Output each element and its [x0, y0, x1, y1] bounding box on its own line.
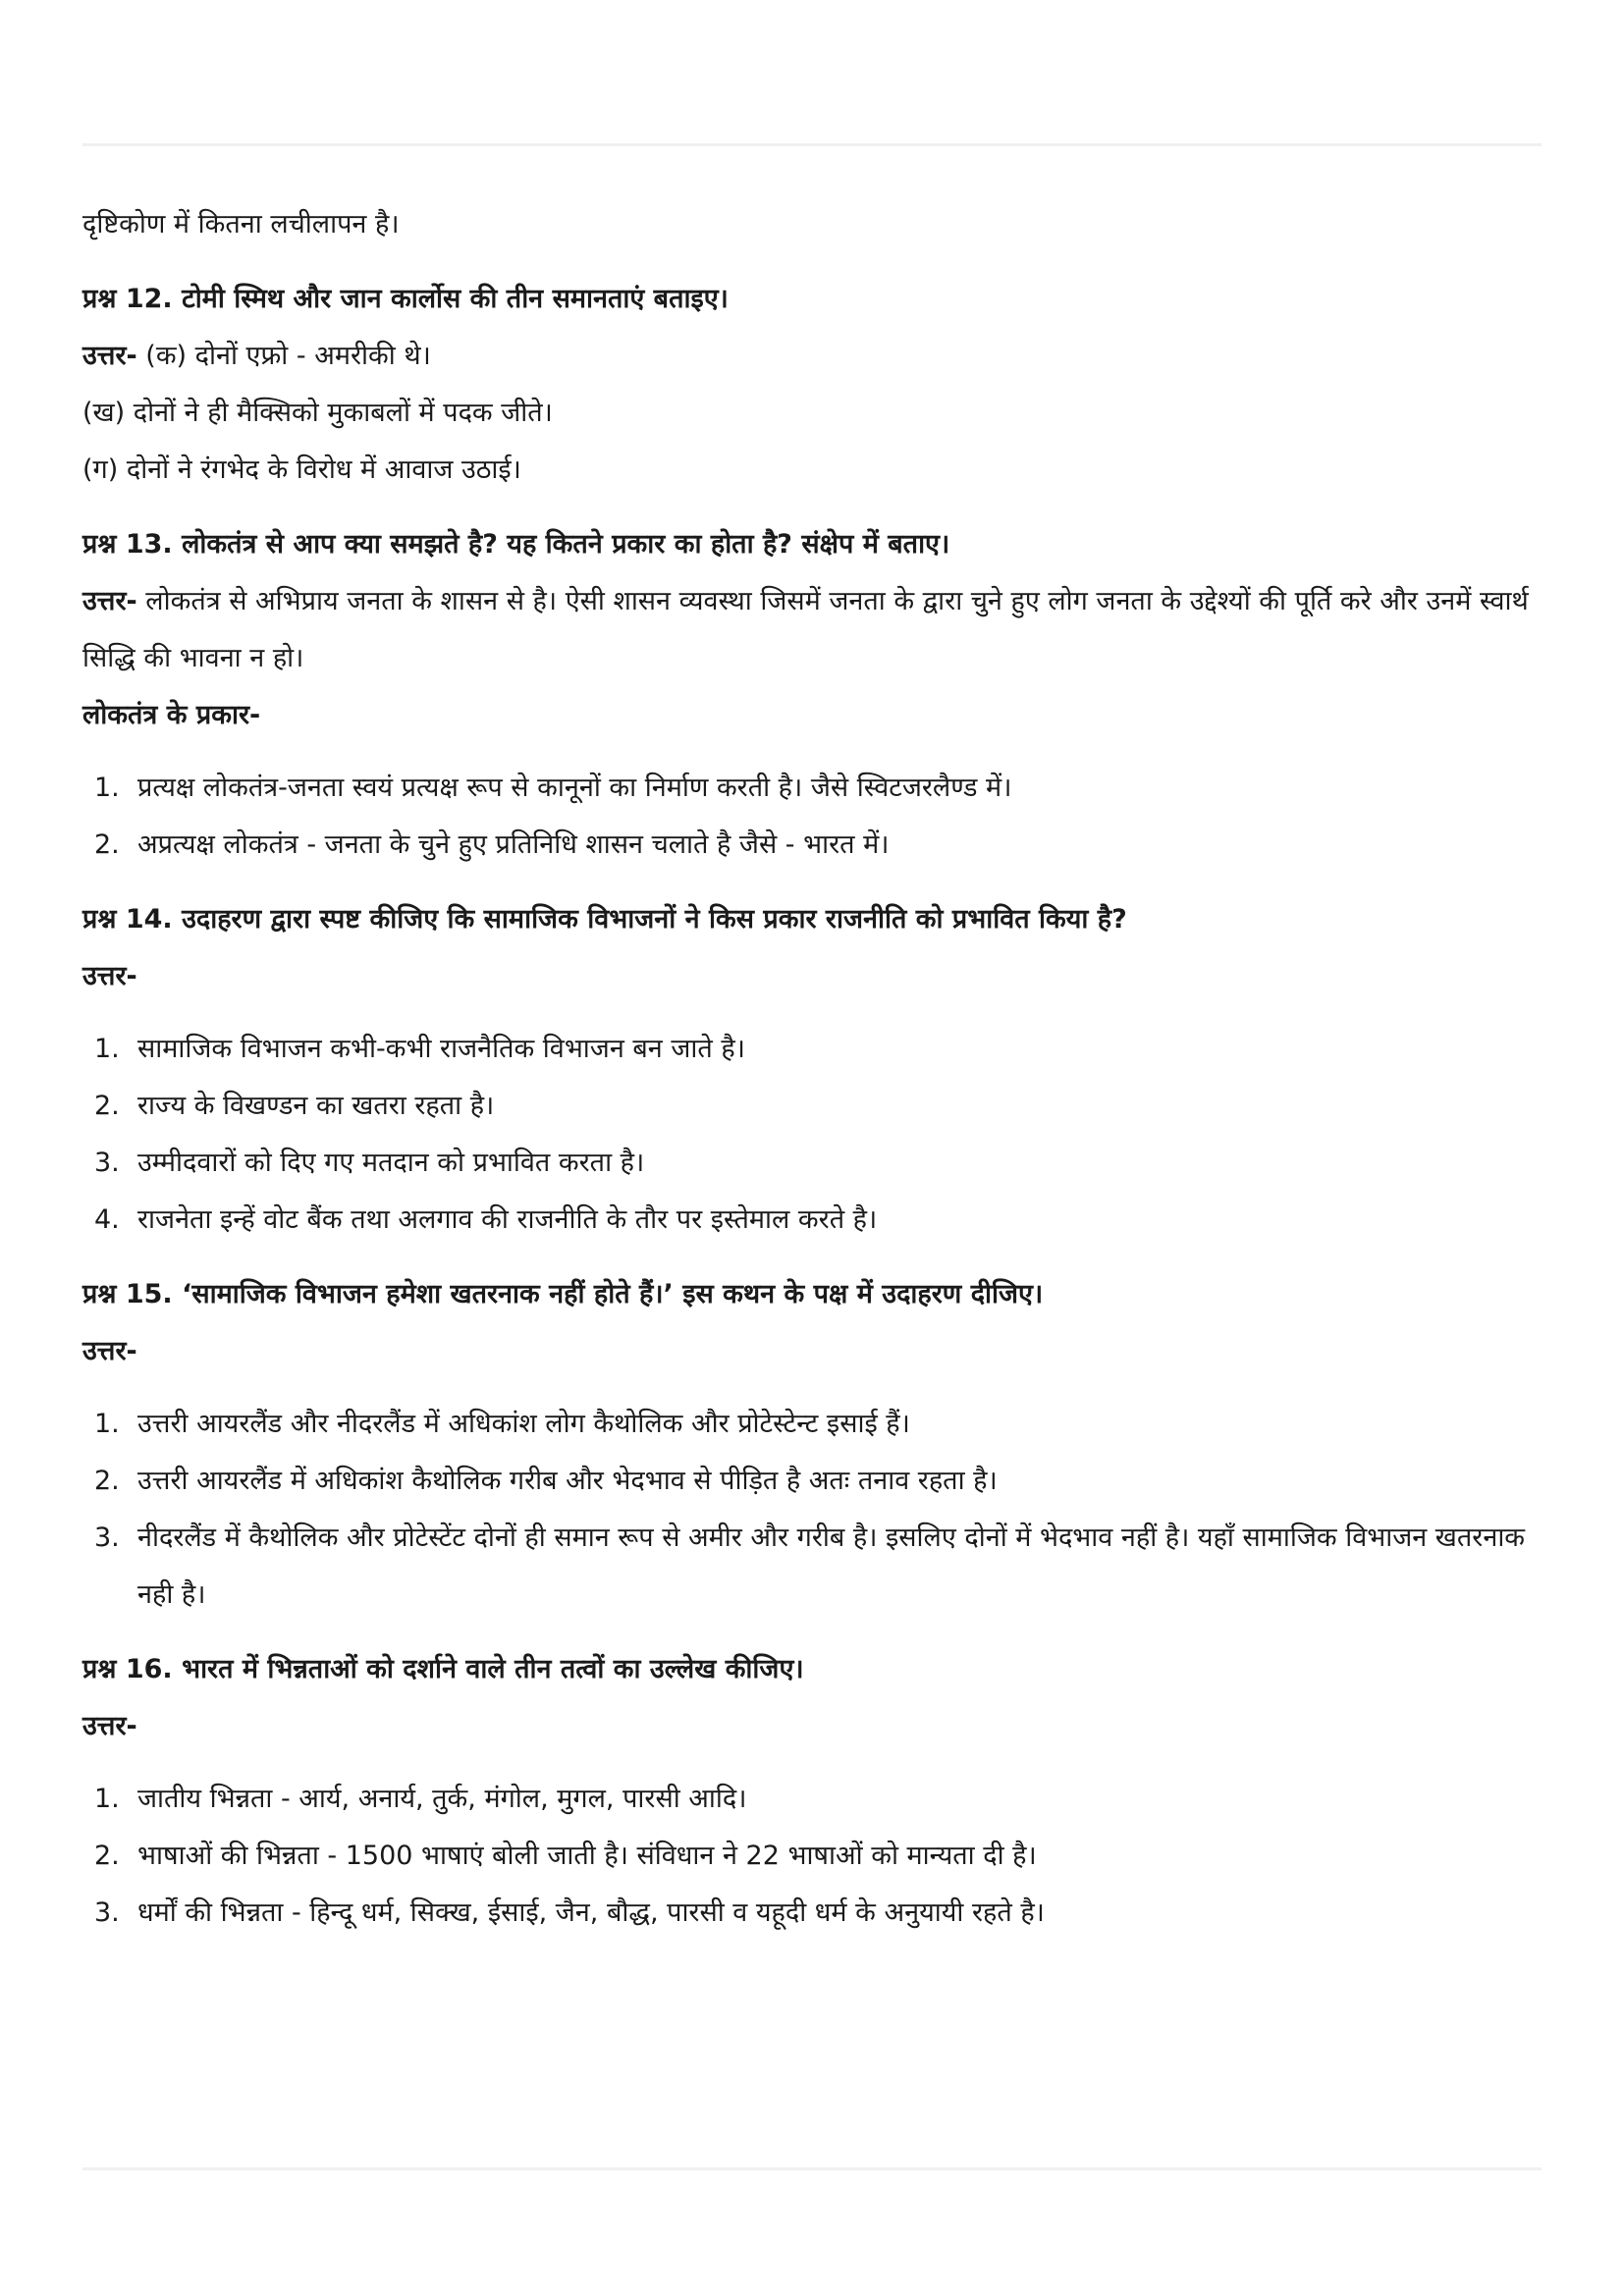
- list-number: 1.: [94, 1034, 120, 1064]
- bottom-divider: [82, 2167, 1542, 2170]
- list-number: 2.: [94, 1091, 120, 1121]
- question-13: प्रश्न 13. लोकतंत्र से आप क्या समझते है? यह कितने प्रकार का होता है? संक्षेप में बताए।: [82, 529, 950, 560]
- list-item: 1. जातीय भिन्नता - आर्य, अनार्य, तुर्क, मंगोल, मुगल, पारसी आदि।: [82, 1771, 1542, 1828]
- list-item: 1. प्रत्यक्ष लोकतंत्र-जनता स्वयं प्रत्यक्ष रूप से कानूनों का निर्माण करती है। जैसे स्विटजरलैण्ड में।: [82, 760, 1542, 817]
- question-16: प्रश्न 16. भारत में भिन्नताओं को दर्शाने वाले तीन तत्वों का उल्लेख कीजिए।: [82, 1654, 804, 1684]
- answer-label: उत्तर-: [82, 586, 137, 616]
- intro-line: दृष्टिकोण में कितना लचीलापन है।: [82, 209, 400, 240]
- answer-16-list: [82, 1771, 1542, 1942]
- answer-label: उत्तर-: [82, 341, 137, 371]
- answer-12-line-2: (ख) दोनों ने ही मैक्सिको मुकाबलों में पदक जीते।: [82, 398, 553, 428]
- list-item: 2. राज्य के विखण्डन का खतरा रहता है।: [82, 1078, 1542, 1135]
- answer-15-list: [82, 1396, 1542, 1624]
- question-15: प्रश्न 15. ‘सामाजिक विभाजन हमेशा खतरनाक नहीं होते हैं।’ इस कथन के पक्ष में उदाहरण दीजिए।: [82, 1279, 1044, 1309]
- list-item: 3. नीदरलैंड में कैथोलिक और प्रोटेस्टेंट दोनों ही समान रूप से अमीर और गरीब है। इसलिए दोनों में भेदभाव नहीं है। यहाँ सामाजिक विभाजन खतरनाक नही है।: [82, 1510, 1542, 1624]
- list-item: 2. भाषाओं की भिन्नता - 1500 भाषाएं बोली जाती है। संविधान ने 22 भाषाओं को मान्यता दी है।: [82, 1828, 1542, 1885]
- answer-12-line-3: (ग) दोनों ने रंगभेद के विरोध में आवाज उठाई।: [82, 454, 521, 485]
- list-item: 1. सामाजिक विभाजन कभी-कभी राजनैतिक विभाजन बन जाते है।: [82, 1021, 1542, 1078]
- list-number: 3.: [94, 1897, 120, 1928]
- list-number: 3.: [94, 1148, 120, 1178]
- list-item: 1. उत्तरी आयरलैंड और नीदरलैंड में अधिकांश लोग कैथोलिक और प्रोटेस्टेन्ट इसाई हैं।: [82, 1396, 1542, 1453]
- list-number: 2.: [94, 1841, 120, 1871]
- answer-12-first: (क) दोनों एफ्रो - अमरीकी थे।: [136, 341, 431, 371]
- democracy-types-heading: लोकतंत्र के प्रकार-: [82, 700, 261, 730]
- top-divider: [82, 143, 1542, 146]
- answer-14-list: [82, 1021, 1542, 1249]
- question-12: प्रश्न 12. टोमी स्मिथ और जान कार्लोस की तीन समानताएं बताइए।: [82, 284, 729, 314]
- question-14: प्रश्न 14. उदाहरण द्वारा स्पष्ट कीजिए कि सामाजिक विभाजनों ने किस प्रकार राजनीति को प्रभावित किया है?: [82, 904, 1127, 934]
- list-number: 1.: [94, 773, 120, 803]
- answer-12: [82, 328, 1542, 385]
- answer-label: उत्तर-: [82, 1711, 137, 1741]
- page-content: [82, 196, 1542, 1942]
- answer-13: [82, 573, 1542, 687]
- list-number: 4.: [94, 1204, 120, 1235]
- list-number: 1.: [94, 1409, 120, 1439]
- democracy-types-list: [82, 760, 1542, 874]
- answer-13-text: लोकतंत्र से अभिप्राय जनता के शासन से है। ऐसी शासन व्यवस्था जिसमें जनता के द्वारा चुने हुए लोग जनता के उद्देश्यों की पूर्ति करे और उनमें स्वार्थ सिद्धि की भावना न हो।: [82, 586, 1529, 673]
- answer-label: उत्तर-: [82, 961, 137, 991]
- list-item: 3. उम्मीदवारों को दिए गए मतदान को प्रभावित करता है।: [82, 1135, 1542, 1192]
- list-number: 1.: [94, 1784, 120, 1814]
- list-item: 4. राजनेता इन्हें वोट बैंक तथा अलगाव की राजनीति के तौर पर इस्तेमाल करते है।: [82, 1192, 1542, 1249]
- list-item: 2. उत्तरी आयरलैंड में अधिकांश कैथोलिक गरीब और भेदभाव से पीड़ित है अतः तनाव रहता है।: [82, 1453, 1542, 1510]
- list-number: 3.: [94, 1522, 120, 1553]
- answer-label: उत्तर-: [82, 1336, 137, 1366]
- list-number: 2.: [94, 1466, 120, 1496]
- list-number: 2.: [94, 829, 120, 860]
- list-item: 2. अप्रत्यक्ष लोकतंत्र - जनता के चुने हुए प्रतिनिधि शासन चलाते है जैसे - भारत में।: [82, 817, 1542, 874]
- list-item: 3. धर्मों की भिन्नता - हिन्दू धर्म, सिक्ख, ईसाई, जैन, बौद्ध, पारसी व यहूदी धर्म के अनुयायी रहते है।: [82, 1885, 1542, 1942]
